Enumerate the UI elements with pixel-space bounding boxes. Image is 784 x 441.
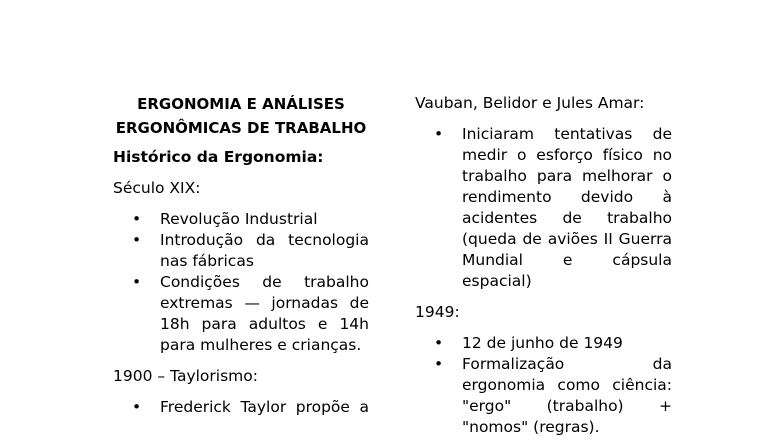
- list-1949: [415, 333, 672, 438]
- period-label-vauban: Vauban, Belidor e Jules Amar:: [415, 94, 645, 112]
- period-label-1949: 1949:: [415, 303, 460, 321]
- document-title: ERGONOMIA E ANÁLISES ERGONÔMICAS DE TRABALHO: [115, 95, 367, 137]
- list-item: • Iniciaram tentativas de medir o esforço físico no trabalho para melhorar o rendimento devido à acidentes de trabalho (queda de aviões II Guerra Mundial e cápsula espacial): [415, 124, 672, 292]
- period-label-taylorismo: 1900 – Taylorismo:: [113, 367, 258, 385]
- taylor-list: [113, 397, 369, 418]
- list-item: • Introdução da tecnologia nas fábricas: [113, 230, 369, 272]
- left-column: [113, 92, 369, 418]
- period-label-seculo: Século XIX:: [113, 179, 201, 197]
- seculo-list: [113, 209, 369, 356]
- vauban-list: [415, 124, 672, 292]
- list-item: • 12 de junho de 1949: [415, 333, 672, 354]
- right-column: [415, 92, 672, 438]
- list-item: • Condições de trabalho extremas — jornadas de 18h para adultos e 14h para mulheres e crianças.: [113, 272, 369, 356]
- list-item: • Formalização da ergonomia como ciência: "ergo" (trabalho) + "nomos" (regras).: [415, 354, 672, 438]
- section-heading: Histórico da Ergonomia:: [113, 148, 324, 166]
- list-item: • Revolução Industrial: [113, 209, 369, 230]
- list-item: • Frederick Taylor propõe a: [113, 397, 369, 418]
